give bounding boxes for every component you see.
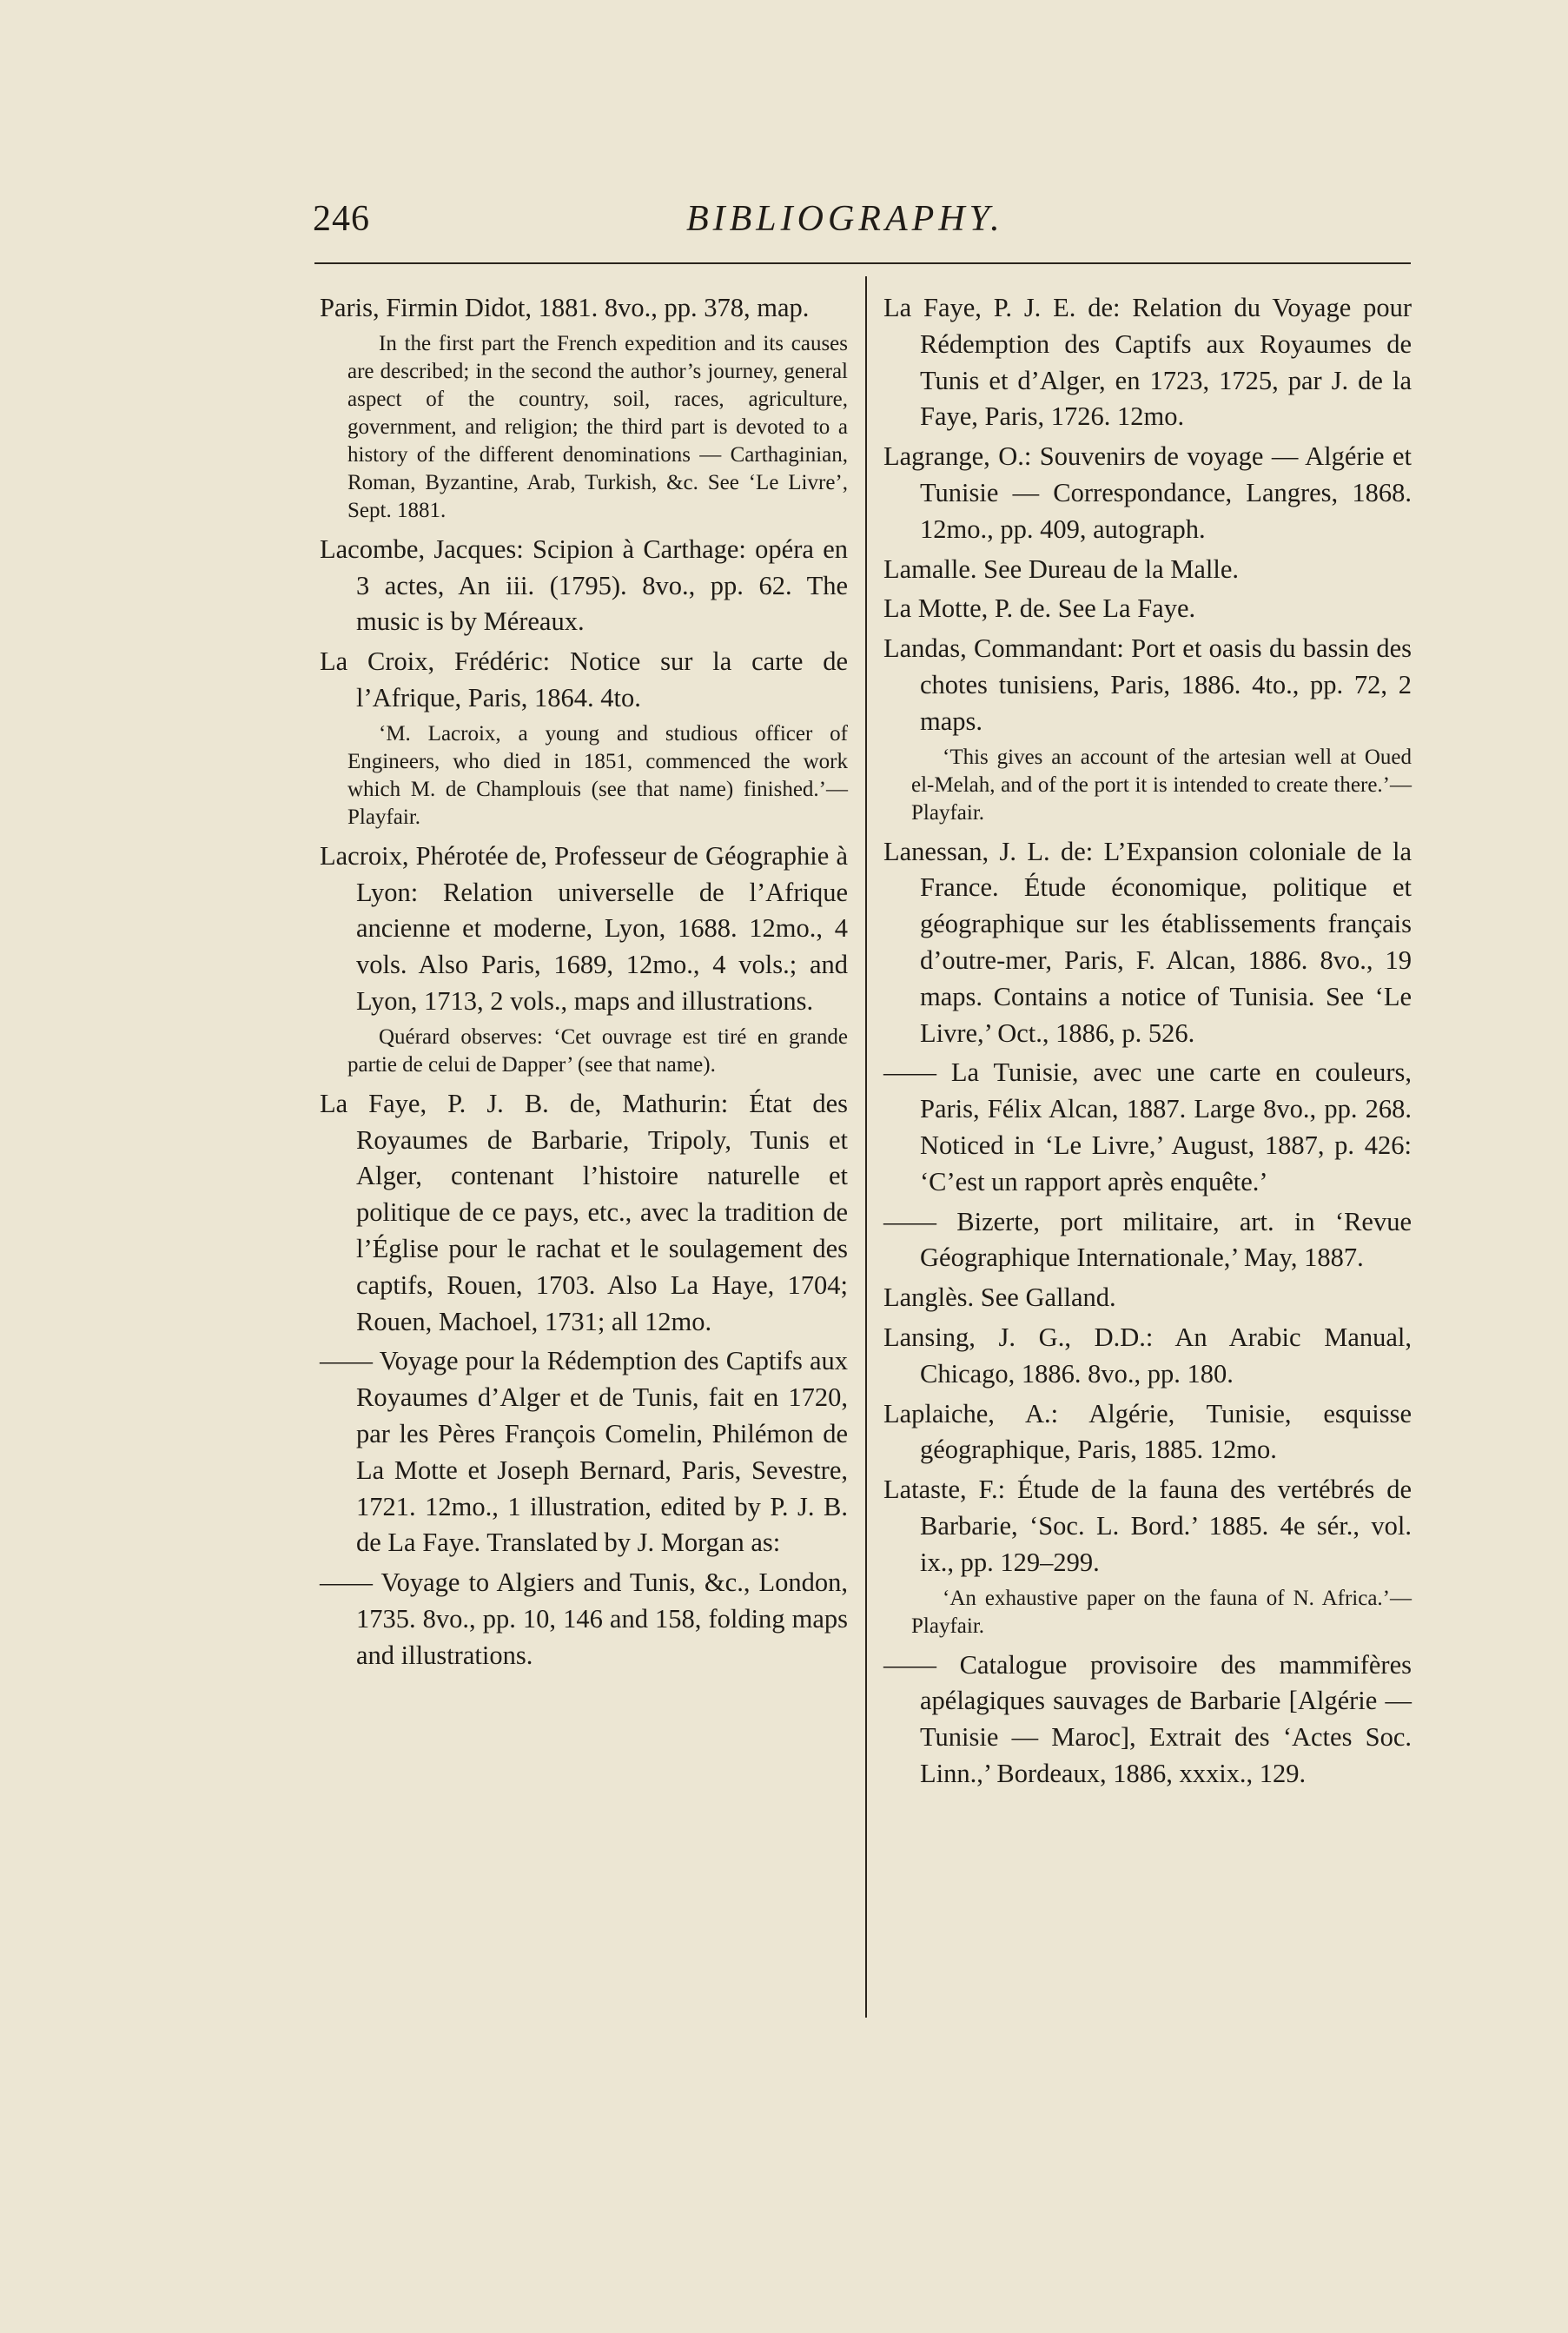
running-title: BIBLIOGRAPHY.	[686, 199, 1004, 239]
column-divider	[865, 276, 867, 2018]
bib-entry: La Croix, Frédéric: Notice sur la carte de l’Afrique, Paris, 1864. 4to.	[320, 646, 848, 712]
bib-entry: Lanessan, J. L. de: L’Expansion coloniale de la France. Étude économique, politique et géographique sur les établissements français d’outre-mer, Paris, F. Alcan, 1886. 8vo., 19 maps. Contains a notice of Tunisia. See ‘Le Livre,’ Oct., 1886, p. 526.	[883, 836, 1412, 1048]
bib-entry: La Faye, P. J. E. de: Relation du Voyage pour Rédemption des Captifs aux Royaumes de Tunis et d’Alger, en 1723, 1725, par J. de la Faye, Paris, 1726. 12mo.	[883, 293, 1412, 432]
bib-entry: Laplaiche, A.: Algérie, Tunisie, esquisse géographique, Paris, 1885. 12mo.	[883, 1398, 1412, 1465]
bib-entry: Landas, Commandant: Port et oasis du bassin des chotes tunisiens, Paris, 1886. 4to., pp. 72, 2 maps.	[883, 633, 1412, 736]
bib-entry: Lansing, J. G., D.D.: An Arabic Manual, Chicago, 1886. 8vo., pp. 180.	[883, 1322, 1412, 1389]
header-rule	[314, 262, 1411, 264]
bib-note: ‘M. Lacroix, a young and studious officer of Engineers, who died in 1851, commenced the work which M. de Champlouis (see that name) finished.’— Playfair.	[347, 721, 848, 829]
bib-note: Quérard observes: ‘Cet ouvrage est tiré en grande partie de celui de Dapper’ (see that name).	[347, 1024, 848, 1077]
right-column	[883, 290, 1412, 1796]
bib-entry: —— Catalogue provisoire des mammifères apélagiques sauvages de Barbarie [Algérie — Tunisie — Maroc], Extrait des ‘Actes Soc. Linn.,’ Bordeaux, 1886, xxxix., 129.	[883, 1649, 1412, 1788]
bib-entry: Paris, Firmin Didot, 1881. 8vo., pp. 378, map.	[320, 293, 810, 322]
bib-entry: Langlès. See Galland.	[883, 1282, 1116, 1313]
bib-entry: La Motte, P. de. See La Faye.	[883, 593, 1196, 624]
page-number: 246	[313, 199, 370, 239]
bib-entry: —— La Tunisie, avec une carte en couleurs, Paris, Félix Alcan, 1887. Large 8vo., pp. 268. Noticed in ‘Le Livre,’ August, 1887, p. 426: ‘C’est un rapport après enquête.’	[883, 1057, 1412, 1196]
bib-note: ‘An exhaustive paper on the fauna of N. Africa.’—Playfair.	[911, 1586, 1412, 1638]
bib-entry: —— Voyage to Algiers and Tunis, &c., London, 1735. 8vo., pp. 10, 146 and 158, folding maps and illustrations.	[320, 1567, 848, 1670]
bib-entry: —— Bizerte, port militaire, art. in ‘Revue Géographique Internationale,’ May, 1887.	[883, 1206, 1412, 1273]
bib-entry: Lacroix, Phérotée de, Professeur de Géographie à Lyon: Relation universelle de l’Afrique ancienne et moderne, Lyon, 1688. 12mo., 4 vols. Also Paris, 1689, 12mo., 4 vols.; and Lyon, 1713, 2 vols., maps and illustrations.	[320, 840, 848, 1016]
bib-note: In the first part the French expedition and its causes are described; in the second the author’s journey, general aspect of the country, soil, races, agriculture, government, and religion; the third part is devoted to a history of the different denominations — Carthaginian, Roman, Byzantine, Arab, Turkish, &c. See ‘Le Livre’, Sept. 1881.	[347, 331, 848, 522]
bib-entry: —— Voyage pour la Rédemption des Captifs aux Royaumes d’Alger et de Tunis, fait en 1720, par les Pères François Comelin, Philémon de La Motte et Joseph Bernard, Paris, Sevestre, 1721. 12mo., 1 illustration, edited by P. J. B. de La Faye. Translated by J. Morgan as:	[320, 1346, 848, 1558]
bib-entry: Lataste, F.: Étude de la fauna des vertébrés de Barbarie, ‘Soc. L. Bord.’ 1885. 4e sér., vol. ix., pp. 129–299.	[883, 1475, 1412, 1577]
left-column	[320, 290, 848, 1678]
bib-entry: Lamalle. See Dureau de la Malle.	[883, 553, 1240, 584]
bib-note: ‘This gives an account of the artesian well at Oued el-Melah, and of the port it is intended to create there.’—Playfair.	[911, 745, 1412, 825]
bib-entry: La Faye, P. J. B. de, Mathurin: État des Royaumes de Barbarie, Tripoly, Tunis et Alger, contenant l’histoire naturelle et politique de ce pays, etc., avec la tradition de l’Église pour le rachat et le soulagement des captifs, Rouen, 1703. Also La Haye, 1704; Rouen, Machoel, 1731; all 12mo.	[320, 1088, 848, 1336]
bib-entry: Lagrange, O.: Souvenirs de voyage — Algérie et Tunisie — Correspondance, Langres, 1868. 12mo., pp. 409, autograph.	[883, 441, 1412, 544]
bib-entry: Lacombe, Jacques: Scipion à Carthage: opéra en 3 actes, An iii. (1795). 8vo., pp. 62. The music is by Méreaux.	[320, 534, 848, 637]
